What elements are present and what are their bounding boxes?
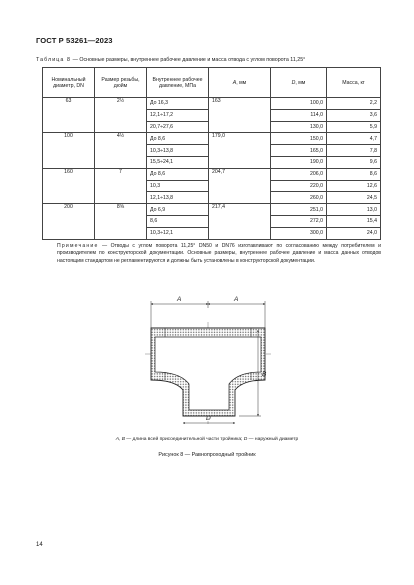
cell-thread: 7 [95,168,147,203]
cell-mass: 2,2 [327,98,381,110]
col-a-unit: , мм [236,79,247,86]
legend-mid: — длина всей присоединительной части тройника; [124,437,244,442]
dimension-label-a-right: A [234,296,239,303]
cell-mass: 5,9 [327,121,381,133]
cell-thread: 2½ [95,98,147,133]
cell-mass: 24,0 [327,227,381,239]
col-a-letter: A [232,79,237,86]
cell-pressure: До 8,6 [147,168,209,180]
col-dn-header: Номинальный диаметр, DN [43,68,95,98]
cell-thread: 8⅝ [95,204,147,239]
dimension-label-d: D [206,415,211,422]
figure-caption: Рисунок 8 — Равнопроходный тройник [158,452,256,458]
cell-d: 206,0 [271,168,327,180]
cell-mass: 24,5 [327,192,381,204]
cell-a: 217,4 [209,204,271,239]
cell-d: 272,0 [271,215,327,227]
cell-mass: 13,0 [327,204,381,216]
dimension-label-a-left: A [177,296,182,303]
note-label: Примечание [57,243,99,249]
dimensions-table [42,67,381,240]
note-text: — Отводы с углом поворота 11,25° DN50 и DN76 изготавливают по согласованию между потребителем и производителем по конструкторской документации. Основные размеры, внутреннее рабочее давление и масса данных отводов настоящим стандартом не регламентируются и должны быть установлены в конструкторской документации. [57,243,381,264]
col-d-unit: , мм [295,79,306,86]
col-d-letter: D [291,79,296,86]
cell-pressure: До 8,6 [147,133,209,145]
cell-pressure: До 16,3 [147,98,209,110]
cell-thread: 4½ [95,133,147,168]
cell-pressure: 12,1÷17,2 [147,109,209,121]
cell-d: 300,0 [271,227,327,239]
cell-mass: 15,4 [327,215,381,227]
table-label: Таблица 8 [36,57,72,63]
cell-d: 220,0 [271,180,327,192]
col-d-header [271,68,327,98]
document-header: ГОСТ Р 53261—2023 [36,36,113,45]
table-header-row [43,68,381,98]
col-a-header [209,68,271,98]
cell-d: 130,0 [271,121,327,133]
cell-d: 150,0 [271,133,327,145]
table-caption [36,57,388,64]
cell-dn: 200 [43,204,95,239]
cell-pressure: 20,7÷27,6 [147,121,209,133]
cell-pressure: До 6,9 [147,204,209,216]
cell-d: 165,0 [271,145,327,157]
tee-outline [145,301,271,424]
cell-pressure: 8,6 [147,215,209,227]
cell-pressure: 10,3 [147,180,209,192]
table-row [43,133,381,145]
table-note [57,243,381,265]
cell-dn: 63 [43,98,95,133]
col-mass-header [327,68,381,98]
table-row [43,98,381,110]
cell-dn: 160 [43,168,95,203]
cell-mass: 4,7 [327,133,381,145]
cell-dn: 100 [43,133,95,168]
page-number: 14 [36,542,43,548]
cell-d: 100,0 [271,98,327,110]
dimension-label-b: B [262,371,267,378]
table-row [43,168,381,180]
cell-pressure: 15,5÷24,1 [147,156,209,168]
cell-pressure: 10,3÷12,1 [147,227,209,239]
cell-a: 163 [209,98,271,133]
cell-pressure: 12,1÷13,8 [147,192,209,204]
cell-mass: 9,6 [327,156,381,168]
cell-d: 260,0 [271,192,327,204]
cell-mass: 8,6 [327,168,381,180]
legend-end: — наружный диаметр [247,437,299,442]
col-mass-unit: , кг [357,79,365,86]
legend-b: B [121,437,125,442]
table-title: — Основные размеры, внутреннее рабочее давление и масса отвода с углом поворота 11,25° [71,57,306,63]
col-thread-header: Размер резьбы, дюйм [95,68,147,98]
figure-legend: A, B — длина всей присоединительной части тройника; D — наружный диаметр [115,437,299,442]
table-row [43,204,381,216]
cell-d: 190,0 [271,156,327,168]
cell-mass: 12,6 [327,180,381,192]
cell-mass: 3,6 [327,109,381,121]
legend-a: A [115,437,119,442]
cell-a: 204,7 [209,168,271,203]
cell-d: 251,0 [271,204,327,216]
equal-tee-drawing [143,292,275,432]
cell-pressure: 10,3÷13,8 [147,145,209,157]
cell-d: 114,0 [271,109,327,121]
col-mass-word: Масса [342,79,358,86]
legend-d: D [243,437,248,442]
cell-mass: 7,8 [327,145,381,157]
cell-a: 179,0 [209,133,271,168]
col-pressure-header: Внутреннее рабочее давление, МПа [147,68,209,98]
